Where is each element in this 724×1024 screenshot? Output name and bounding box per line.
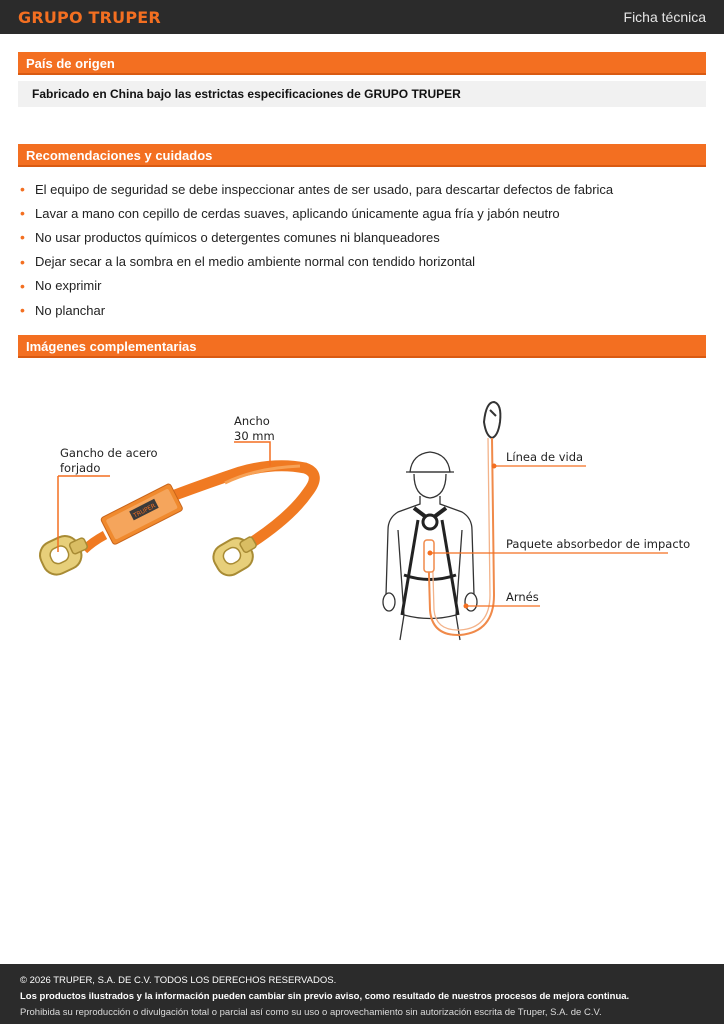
document-type: Ficha técnica xyxy=(623,9,706,25)
section-header-origin: País de origen xyxy=(18,52,706,75)
list-item: • Dejar secar a la sombra en el medio ambiente normal con tendido horizontal xyxy=(20,253,476,270)
footer-copyright: © 2026 TRUPER, S.A. DE C.V. TODOS LOS DERECHOS RESERVADOS. xyxy=(20,975,337,986)
hook-label-2: forjado xyxy=(60,461,101,475)
illustrations-svg xyxy=(0,370,724,660)
list-item: • El equipo de seguridad se debe inspeccionar antes de ser usado, para descartar defectos de fabrica xyxy=(20,181,614,198)
list-item: • No exprimir xyxy=(20,277,102,294)
section-header-recommendations: Recomendaciones y cuidados xyxy=(18,144,706,167)
hook-label-1: Gancho de acero xyxy=(60,446,158,460)
absorber-label: Paquete absorbedor de impacto xyxy=(506,537,691,551)
lifeline-label: Línea de vida xyxy=(506,450,584,464)
harness-illustration xyxy=(383,402,668,640)
section-header-images: Imágenes complementarias xyxy=(18,335,706,358)
top-bar xyxy=(0,0,724,34)
recommendations-list xyxy=(20,177,613,322)
footer-prohibition: Prohibida su reproducción o divulgación total o parcial así como su uso o aprovechamiento sin autorización escrita de Truper, S.A. de C.V. xyxy=(20,1007,602,1018)
list-item: • No usar productos químicos o detergentes comunes ni blanqueadores xyxy=(20,229,440,246)
footer xyxy=(0,964,724,1024)
complementary-images xyxy=(0,370,724,660)
footer-notice: Los productos ilustrados y la información pueden cambiar sin previo aviso, como resultado de nuestros procesos de mejora continua. xyxy=(20,991,630,1002)
harness-label: Arnés xyxy=(506,590,539,604)
lanyard-illustration xyxy=(35,414,314,580)
origin-text: Fabricado en China bajo las estrictas especificaciones de GRUPO TRUPER xyxy=(18,81,706,107)
brand-logo: GRUPO TRUPER xyxy=(18,7,161,27)
list-item: • No planchar xyxy=(20,302,106,319)
list-item: • Lavar a mano con cepillo de cerdas suaves, aplicando únicamente agua fría y jabón neutro xyxy=(20,205,560,222)
svg-text:TRUPER: TRUPER xyxy=(132,502,157,520)
width-label-1: Ancho xyxy=(234,414,270,428)
width-label-2: 30 mm xyxy=(234,429,275,443)
